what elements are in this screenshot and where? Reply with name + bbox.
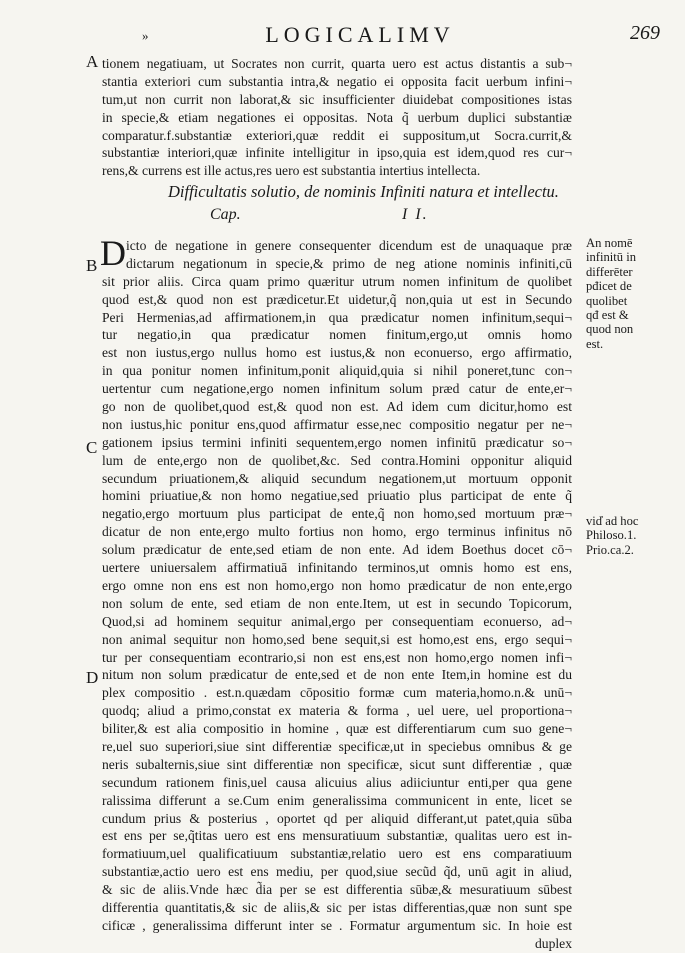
text-line: tur per consequentiam econtrario,si non est ens,est non homo,ergo nomen infi¬ [102,649,572,665]
main-text-drop [126,237,572,273]
text-line: est non iustus,ergo nullus homo est iustus,& non econuerso, ergo affirmatio, [102,345,572,361]
text-line: stantia exteriori cum substantia intra,& negatio ei opposita facit uerbum infini¬ [102,73,572,89]
text-line: secundum priuationem,& aliquid secundum negationem,ut mortuum opponit [102,470,572,486]
margin-line: quod non [586,322,634,337]
text-line: lum de ente,ergo non de quolibet,&c. Sed contra.Homini opponitur aliquid [102,452,572,468]
top-paragraph [102,55,572,180]
text-line: non iustus,hic ponitur ens,quod affirmatur esse,nec compositio negatur per ne¬ [102,416,572,432]
text-line: neris subalternis,siue sint differentiæ non specificæ, sicut sunt differentiæ , quæ [102,756,572,772]
text-line: biliter,& est alia compositio in homine , quæ est differentiarum cum suo gene¬ [102,721,572,737]
text-line: differentia quantitatis,& sic de aliis,& sic per istas differentias,quæ non sunt spe [102,899,572,915]
catchword: duplex [535,935,572,951]
text-line: non solum de ente, sed etiam de non ente.Item, ut est in secundo Topicorum, [102,595,572,611]
text-line: substantiæ interiori,quæ infinite intelligitur in ipso,quia est idem,quod res cur¬ [102,145,572,161]
text-line: & sic de aliis.Vnde hæc d̃ia per se est differentia sūbæ,& mesuratiuum sūbest [102,882,572,898]
margin-line: est. [586,336,604,351]
text-line: cundum prius & posterius , oportet qd per aliquid differant,ut patet,quia sūba [102,810,572,826]
margin-line: vid̓ ad hoc [586,514,639,528]
text-line: dictarum negationum in specie,& primo de neg atione nominis infiniti,cū [126,255,572,271]
text-line: solum prædicatur de ente,sed etiam de non ente. Ad idem Boethus docet cō¬ [102,542,572,558]
text-line: Quod,si ad hominem sequitur animal,ergo per consequentiam econuerso, ad¬ [102,613,572,629]
text-line: quod est,& quod non est prædicetur.Et uidetur,q̃ non,quia ut est in Secundo [102,291,572,307]
margin-note-1 [586,236,681,351]
running-title: LOGICALIMV [265,22,455,47]
text-line: in qua ponitur nomen infinitum,ponit aliquid,quia si nihil poneret,tunc con¬ [102,363,572,379]
margin-line: infinitū in [586,250,637,265]
text-line: icto de negatione in genere consequenter dicendum est de unaquaque præ [126,238,572,253]
chapter-number: I I. [402,206,429,223]
chapter-label: Cap. [210,206,241,223]
text-line: go non de quolibet,quod est,& quod non est. Ad idem cum dicitur,homo est [102,399,572,415]
text-line: comparatur.f.substantiæ exteriori,quæ reddit ei suppositum,ut Socra.currit,& [102,127,572,143]
margin-line: pđicet de [586,279,632,294]
text-line: sit prior aliis. Circa quam primo quæritur utrum nomen infinitum de quolibet [102,273,572,289]
margin-line: qđ est & [586,308,629,323]
text-line: gationem ipsius termini infiniti sequentem,ergo nomen infinitū prædicatur so¬ [102,434,572,450]
margin-line: An nomē [586,236,633,250]
text-line: negatio,ergo mortuum plus participat de ente,q̃ non homo,sed mortuum præ¬ [102,506,572,522]
text-line: tionem negatiuam, ut Socrates non currit, quarta uero est actus distantis a sub¬ [102,56,572,71]
section-marker-b: B [86,256,98,275]
text-line: in specie,& etiam negationes ei oppositas. Nota q̃ uerbum duplici substantiæ [102,109,572,125]
text-line: Peri Hermenias,ad affirmationem,in qua prædicatur nomen infinitum,sequi¬ [102,309,572,325]
text-line: rens,& currens est ille actus,res uero est substantia intertius intellecta. [102,163,481,179]
text-line: dicatur de non ente,ergo multo fortius non homo, ergo terminus infinitus nō [102,524,572,540]
header-mark: » [142,28,149,43]
margin-note-2 [586,514,681,557]
text-line: est ens per se,q̃titas uero est ens mensuratiuum substantiæ, qualitas uero est in- [102,828,572,844]
text-line: ergo omne non ens est non homo,ergo non homo prædicatur de non ente,ergo [102,577,572,593]
text-line: quodq; aliud a primo,constat ex materia & forma , uel uere, uel proportiona¬ [102,703,572,719]
text-line: secundum rationem finis,uel causa alicuius alius adiiciuntur enti,per qua gene [102,774,572,790]
margin-line: differēter [586,264,633,279]
text-line: tum,ut non currit non laborat,& sic insufficienter diuidebat compositiones istas [102,91,572,107]
text-line: formatiuum,uel qualificatiuum substantiæ,relatio uero est ens comparatiuum [102,846,572,862]
text-line: cificæ , generalissima differunt inter se . Formatur argumentum sic. In hoie est [102,917,572,933]
text-line: nitum non solum prædicatur de ente,sed et de non ente Item,in homine est du [102,667,572,683]
page-header [70,22,660,52]
margin-line: quolibet [586,293,628,308]
margin-line: Philoso.1. [586,528,637,543]
section-marker-a: A [86,52,99,71]
text-line: substantiæ,actio uero est ens mediu, per quod,siue secũd q̃d, unū agit in aliud, [102,864,572,880]
text-line: plex compositio . est.n.quædam cōpositio formæ cum materia,homo.n.& unū¬ [102,685,572,701]
section-heading: Difficultatis solutio, de nominis Infiniti natura et intellectu. [168,182,559,201]
section-marker-c: C [86,438,98,457]
margin-line: Prio.ca.2. [586,542,634,557]
drop-cap: D [100,233,126,273]
text-line: re,uel suo superiori,siue sint differentiæ specificæ,ut in speciebus omnibus & ge [102,738,572,754]
page-number: 269 [630,22,660,44]
main-text [102,273,572,953]
section-marker-d: D [86,668,99,687]
text-line: uertere uniuersalem affirmatiuā infinitando terminos,ut omnis homo est ens, [102,560,572,576]
text-line: non animal sequitur non homo,sed bene sequit,si est homo,est ens, ergo sequi¬ [102,631,572,647]
text-line: uertentur cum negatione,ergo nomen infinitum solum præd catur de ente,er¬ [102,381,572,397]
text-line: homini priuatiue,& non homo negatiue,sed priuatio plus participat de ente q̃ [102,488,572,504]
text-line: ralissima differunt a se.Cum enim generalissima communicent in ente, licet se [102,792,572,808]
text-line: tur negatio,in qua prædicatur nomen finitum,ergo,ut omnis homo [102,327,572,343]
